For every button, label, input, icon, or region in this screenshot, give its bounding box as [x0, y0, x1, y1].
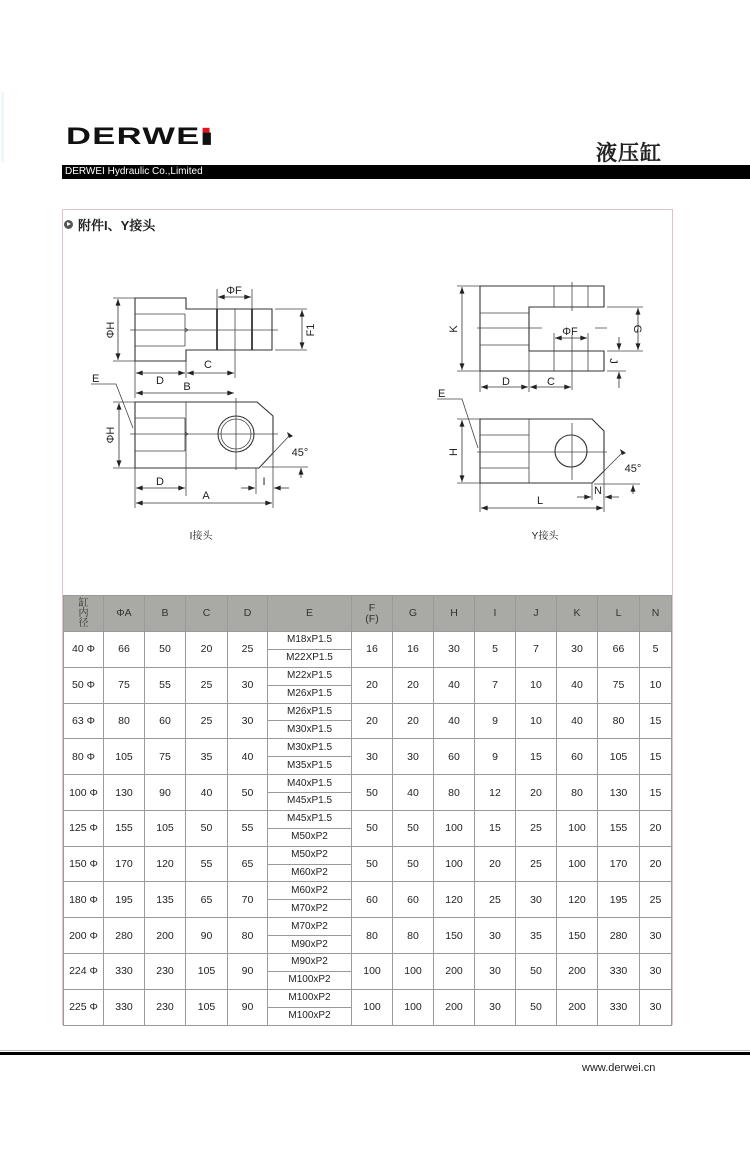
- cell-e-thread-1: M50xP2: [268, 846, 352, 864]
- cell-e-thread-1: M18xP1.5: [268, 632, 352, 650]
- column-header-c: C: [186, 596, 228, 632]
- cell-f: 20: [352, 703, 393, 739]
- c-label: C: [204, 359, 212, 371]
- cell-i: 12: [475, 775, 516, 811]
- cell-h: 80: [434, 775, 475, 811]
- cell-a: 105: [104, 739, 145, 775]
- cell-j: 50: [516, 989, 557, 1025]
- cell-i: 5: [475, 632, 516, 668]
- y-joint-top-outline: [480, 419, 604, 483]
- i-joint-top-view: [105, 398, 308, 542]
- column-header-h: H: [434, 596, 475, 632]
- cell-j: 35: [516, 918, 557, 954]
- cell-g: 30: [393, 739, 434, 775]
- cell-k: 200: [557, 954, 598, 990]
- table-row: [64, 989, 672, 1007]
- cell-l: 75: [598, 667, 640, 703]
- cell-c: 25: [186, 667, 228, 703]
- cell-e-thread-2: M100xP2: [268, 971, 352, 989]
- chamfer-extension: [259, 436, 289, 468]
- cell-k: 200: [557, 989, 598, 1025]
- cell-l: 330: [598, 989, 640, 1025]
- cell-bore: 125 Φ: [64, 810, 104, 846]
- cell-c: 35: [186, 739, 228, 775]
- cell-c: 90: [186, 918, 228, 954]
- column-header-bore: 缸 内 径: [64, 596, 104, 632]
- cell-i: 20: [475, 846, 516, 882]
- cell-c: 105: [186, 989, 228, 1025]
- cell-c: 25: [186, 703, 228, 739]
- cell-c: 55: [186, 846, 228, 882]
- cell-a: 330: [104, 954, 145, 990]
- cell-bore: 63 Φ: [64, 703, 104, 739]
- column-header-j: J: [516, 596, 557, 632]
- cell-e-thread-2: M22XP1.5: [268, 649, 352, 667]
- column-header-e: E: [268, 596, 352, 632]
- cell-l: 66: [598, 632, 640, 668]
- cell-g: 40: [393, 775, 434, 811]
- cell-f: 80: [352, 918, 393, 954]
- cell-l: 330: [598, 954, 640, 990]
- d-label: D: [156, 375, 164, 387]
- cell-d: 65: [228, 846, 268, 882]
- cell-k: 60: [557, 739, 598, 775]
- y-joint-side-thread: [480, 313, 529, 345]
- cell-k: 30: [557, 632, 598, 668]
- cell-i: 9: [475, 703, 516, 739]
- k-extension: [457, 286, 480, 371]
- cell-g: 60: [393, 882, 434, 918]
- d-label: D: [156, 476, 164, 488]
- cell-bore: 225 Φ: [64, 989, 104, 1025]
- cell-l: 280: [598, 918, 640, 954]
- footer-website: www.derwei.cn: [582, 1062, 656, 1074]
- cell-e-thread-2: M60xP2: [268, 864, 352, 882]
- cell-i: 30: [475, 918, 516, 954]
- cell-e-thread-2: M45xP1.5: [268, 793, 352, 811]
- column-header-i: I: [475, 596, 516, 632]
- cell-n: 30: [640, 989, 672, 1025]
- cell-g: 100: [393, 954, 434, 990]
- cell-l: 105: [598, 739, 640, 775]
- logo-text: DERWE: [66, 123, 201, 150]
- cell-d: 50: [228, 775, 268, 811]
- phi-h-label: ΦH: [105, 321, 117, 339]
- y-joint-side-view: [448, 282, 643, 392]
- column-header-f: F (F): [352, 596, 393, 632]
- cell-d: 90: [228, 989, 268, 1025]
- cell-h: 60: [434, 739, 475, 775]
- cell-j: 10: [516, 703, 557, 739]
- cell-b: 50: [145, 632, 186, 668]
- cell-j: 25: [516, 846, 557, 882]
- cell-h: 40: [434, 703, 475, 739]
- cell-h: 30: [434, 632, 475, 668]
- h-extension: [457, 419, 480, 483]
- cell-a: 75: [104, 667, 145, 703]
- h-label: H: [448, 448, 460, 456]
- cell-c: 40: [186, 775, 228, 811]
- i-joint-side-view: [91, 285, 317, 428]
- c-label: C: [547, 376, 555, 388]
- cell-l: 195: [598, 882, 640, 918]
- cell-bore: 40 Φ: [64, 632, 104, 668]
- cell-e-thread-2: M90xP2: [268, 936, 352, 954]
- table-row: [64, 632, 672, 650]
- cell-d: 70: [228, 882, 268, 918]
- cell-a: 330: [104, 989, 145, 1025]
- cell-d: 80: [228, 918, 268, 954]
- e-label: E: [92, 373, 100, 385]
- e-leader: [437, 399, 478, 448]
- cell-b: 90: [145, 775, 186, 811]
- cell-g: 100: [393, 989, 434, 1025]
- chamfer-extension: [592, 453, 622, 483]
- cell-a: 195: [104, 882, 145, 918]
- cell-n: 25: [640, 882, 672, 918]
- cell-k: 100: [557, 846, 598, 882]
- page-title: 液压缸: [596, 142, 662, 165]
- cell-e-thread-1: M70xP2: [268, 918, 352, 936]
- technical-drawings: [0, 0, 750, 560]
- g-label: G: [631, 324, 643, 334]
- section-title: 附件I、Y接头: [78, 217, 156, 233]
- angle-label: 45°: [291, 447, 309, 459]
- cell-n: 20: [640, 846, 672, 882]
- cell-d: 30: [228, 703, 268, 739]
- cell-b: 120: [145, 846, 186, 882]
- y-joint-top-view: [437, 388, 641, 542]
- cell-h: 200: [434, 989, 475, 1025]
- i-label: I: [262, 476, 266, 488]
- cell-l: 130: [598, 775, 640, 811]
- cell-h: 100: [434, 810, 475, 846]
- column-header-b: B: [145, 596, 186, 632]
- column-header-k: K: [557, 596, 598, 632]
- cell-bore: 200 Φ: [64, 918, 104, 954]
- cell-b: 200: [145, 918, 186, 954]
- cell-g: 20: [393, 667, 434, 703]
- cell-k: 40: [557, 703, 598, 739]
- i-joint-top-outline: [135, 402, 273, 468]
- cell-l: 155: [598, 810, 640, 846]
- cell-d: 40: [228, 739, 268, 775]
- cell-j: 10: [516, 667, 557, 703]
- table-row: [64, 810, 672, 828]
- cell-n: 15: [640, 775, 672, 811]
- cell-f: 50: [352, 775, 393, 811]
- cell-i: 30: [475, 989, 516, 1025]
- phi-f-label: ΦF: [562, 326, 578, 338]
- cell-n: 15: [640, 703, 672, 739]
- table-row: [64, 918, 672, 936]
- phi-f-label: ΦF: [226, 285, 242, 297]
- cell-g: 50: [393, 846, 434, 882]
- cell-d: 25: [228, 632, 268, 668]
- table-row: [64, 846, 672, 864]
- cell-f: 16: [352, 632, 393, 668]
- cell-a: 130: [104, 775, 145, 811]
- cell-e-thread-2: M50xP2: [268, 828, 352, 846]
- b-label: B: [183, 381, 191, 393]
- cell-g: 50: [393, 810, 434, 846]
- cell-e-thread-1: M22xP1.5: [268, 667, 352, 685]
- cell-f: 100: [352, 954, 393, 990]
- cell-e-thread-2: M30xP1.5: [268, 721, 352, 739]
- cell-h: 100: [434, 846, 475, 882]
- cell-bore: 100 Φ: [64, 775, 104, 811]
- table-row: [64, 739, 672, 757]
- cell-b: 105: [145, 810, 186, 846]
- cell-h: 120: [434, 882, 475, 918]
- i-joint-top-thread: [135, 418, 188, 451]
- cell-i: 7: [475, 667, 516, 703]
- cell-bore: 180 Φ: [64, 882, 104, 918]
- cell-a: 280: [104, 918, 145, 954]
- cell-k: 100: [557, 810, 598, 846]
- cell-e-thread-1: M40xP1.5: [268, 775, 352, 793]
- n-label: N: [594, 485, 602, 497]
- cell-l: 80: [598, 703, 640, 739]
- cell-bore: 50 Φ: [64, 667, 104, 703]
- cell-b: 55: [145, 667, 186, 703]
- cell-h: 40: [434, 667, 475, 703]
- cell-e-thread-1: M45xP1.5: [268, 810, 352, 828]
- cell-a: 80: [104, 703, 145, 739]
- cell-bore: 150 Φ: [64, 846, 104, 882]
- cell-b: 75: [145, 739, 186, 775]
- e-leader: [91, 384, 133, 428]
- l-label: L: [536, 495, 544, 507]
- cell-a: 170: [104, 846, 145, 882]
- cell-b: 135: [145, 882, 186, 918]
- cell-k: 80: [557, 775, 598, 811]
- cell-k: 40: [557, 667, 598, 703]
- cell-e-thread-2: M26xP1.5: [268, 685, 352, 703]
- y-joint-pin-hole: [555, 435, 587, 467]
- cell-c: 65: [186, 882, 228, 918]
- cell-a: 66: [104, 632, 145, 668]
- company-name: DERWEI Hydraulic Co.,Limited: [65, 166, 203, 177]
- j-label: J: [607, 358, 619, 364]
- table-header-row: [64, 596, 672, 632]
- cell-c: 50: [186, 810, 228, 846]
- cell-f: 30: [352, 739, 393, 775]
- cell-g: 80: [393, 918, 434, 954]
- table-row: [64, 882, 672, 900]
- cell-f: 20: [352, 667, 393, 703]
- cell-i: 15: [475, 810, 516, 846]
- cell-e-thread-1: M90xP2: [268, 954, 352, 972]
- cell-h: 200: [434, 954, 475, 990]
- footer-divider-shadow: [0, 1050, 750, 1051]
- k-label: K: [448, 325, 460, 333]
- cell-f: 60: [352, 882, 393, 918]
- cell-e-thread-2: M100xP2: [268, 1007, 352, 1025]
- cell-j: 15: [516, 739, 557, 775]
- table-row: [64, 775, 672, 793]
- cell-e-thread-2: M35xP1.5: [268, 757, 352, 775]
- cell-g: 20: [393, 703, 434, 739]
- y-joint-top-thread: [480, 435, 529, 468]
- cell-j: 7: [516, 632, 557, 668]
- table-row: [64, 703, 672, 721]
- d-label: D: [502, 376, 510, 388]
- table-row: [64, 954, 672, 972]
- e-label: E: [438, 388, 446, 400]
- footer-divider: [0, 1052, 750, 1055]
- a-label: A: [202, 490, 210, 502]
- cell-d: 55: [228, 810, 268, 846]
- cell-n: 10: [640, 667, 672, 703]
- cell-j: 20: [516, 775, 557, 811]
- cell-c: 20: [186, 632, 228, 668]
- cell-i: 25: [475, 882, 516, 918]
- cell-i: 30: [475, 954, 516, 990]
- cell-b: 230: [145, 954, 186, 990]
- y-joint-caption: Y接头: [531, 531, 559, 542]
- cell-c: 105: [186, 954, 228, 990]
- column-header-l: L: [598, 596, 640, 632]
- cell-j: 30: [516, 882, 557, 918]
- cell-i: 9: [475, 739, 516, 775]
- cell-bore: 224 Φ: [64, 954, 104, 990]
- cell-f: 50: [352, 846, 393, 882]
- f1-label: F1: [305, 323, 317, 337]
- cell-bore: 80 Φ: [64, 739, 104, 775]
- cell-f: 100: [352, 989, 393, 1025]
- cell-n: 15: [640, 739, 672, 775]
- cell-d: 90: [228, 954, 268, 990]
- column-header-n: N: [640, 596, 672, 632]
- angle-label: 45°: [624, 463, 642, 475]
- y-joint-side-outline: [480, 286, 604, 371]
- dimension-table: [63, 595, 672, 1026]
- cell-k: 150: [557, 918, 598, 954]
- cell-j: 50: [516, 954, 557, 990]
- cell-n: 30: [640, 918, 672, 954]
- column-header-a: ΦA: [104, 596, 145, 632]
- cell-f: 50: [352, 810, 393, 846]
- cell-h: 150: [434, 918, 475, 954]
- cell-e-thread-1: M26xP1.5: [268, 703, 352, 721]
- i-joint-caption: I接头: [189, 531, 213, 542]
- cell-a: 155: [104, 810, 145, 846]
- cell-b: 60: [145, 703, 186, 739]
- cell-j: 25: [516, 810, 557, 846]
- column-header-g: G: [393, 596, 434, 632]
- cell-e-thread-1: M100xP2: [268, 989, 352, 1007]
- table-row: [64, 667, 672, 685]
- cell-b: 230: [145, 989, 186, 1025]
- cell-g: 16: [393, 632, 434, 668]
- cell-e-thread-1: M30xP1.5: [268, 739, 352, 757]
- cell-e-thread-2: M70xP2: [268, 900, 352, 918]
- cell-d: 30: [228, 667, 268, 703]
- column-header-d: D: [228, 596, 268, 632]
- cell-l: 170: [598, 846, 640, 882]
- table-body: [64, 632, 672, 1026]
- cell-k: 120: [557, 882, 598, 918]
- cell-n: 20: [640, 810, 672, 846]
- cell-n: 5: [640, 632, 672, 668]
- phi-h-label: ΦH: [105, 426, 117, 444]
- cell-n: 30: [640, 954, 672, 990]
- cell-e-thread-1: M60xP2: [268, 882, 352, 900]
